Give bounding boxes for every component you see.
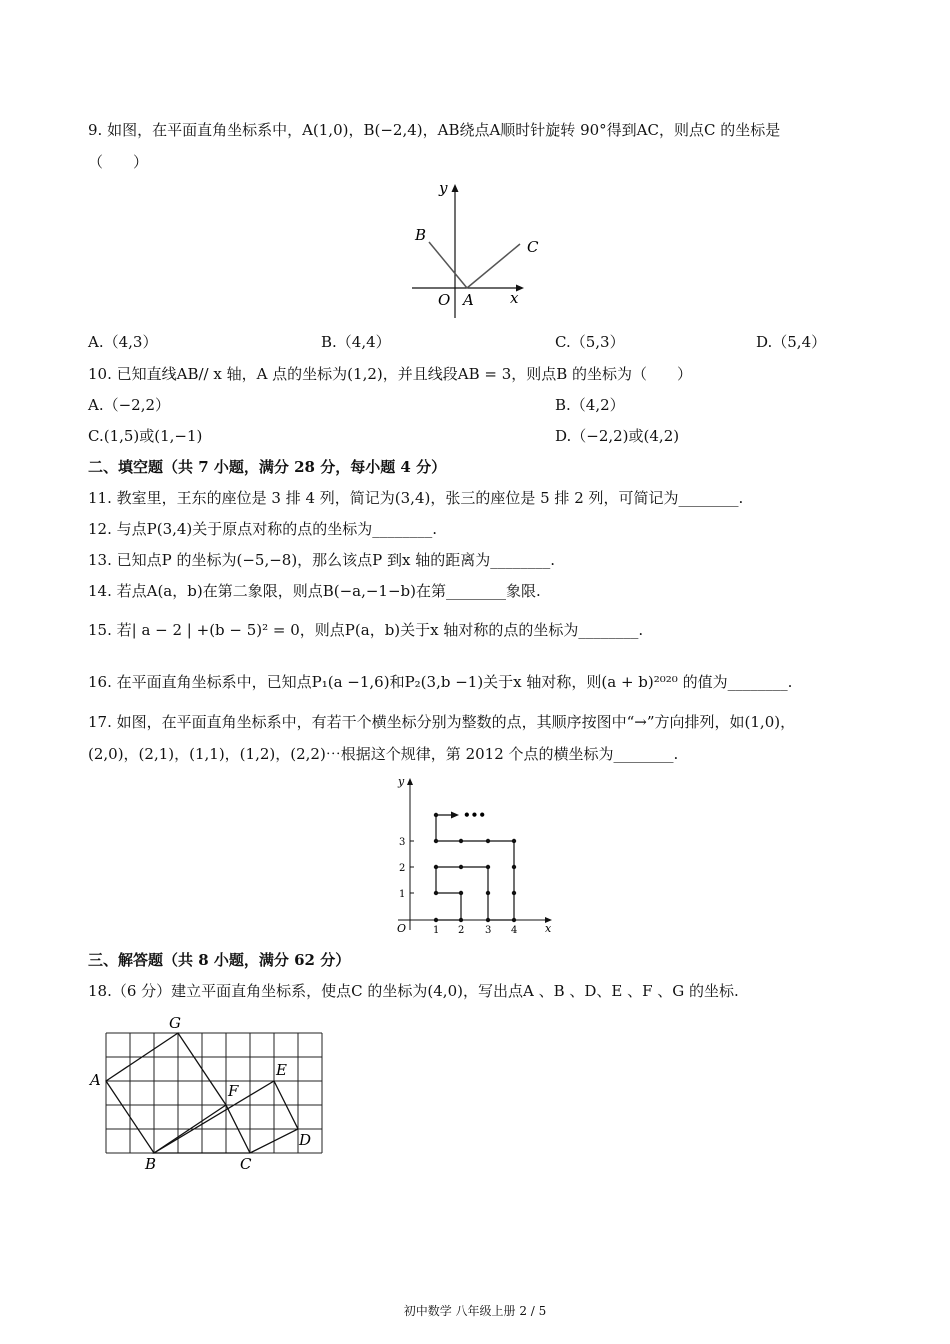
q18-label-d: D [299, 1131, 312, 1149]
q18-label-c: C [240, 1155, 252, 1173]
q9-option-d: D.（5,4） [756, 333, 827, 351]
q10-stem: 10. 已知直线AB// x 轴，A 点的坐标为(1,2)，并且线段AB = 3，则点B 的坐标为（ ） [88, 365, 693, 383]
q17-xtick-1: 1 [433, 925, 440, 936]
q9-option-b: B.（4,4） [321, 333, 391, 351]
q9-figure [400, 178, 539, 323]
q9-label-x: x [510, 289, 519, 307]
q9-label-c: C [527, 238, 539, 256]
q11: 11. 教室里，王东的座位是 3 排 4 列，简记为(3,4)，张三的座位是 5 排 2 列，可简记为________. [88, 489, 744, 507]
q17-ticks [410, 841, 414, 893]
q17-y-arrow [407, 778, 413, 785]
q18-label-e: E [276, 1061, 287, 1079]
q9-label-y: y [439, 179, 448, 197]
q9-label-o: O [438, 291, 451, 309]
q17-figure [388, 770, 563, 935]
q10-option-b: B.（4,2） [555, 396, 625, 414]
q17-ytick-2: 2 [399, 863, 406, 874]
q9-label-b: B [415, 226, 427, 244]
q9-option-c: C.（5,3） [555, 333, 625, 351]
q15: 15. 若| a − 2 | +(b − 5)² = 0，则点P(a，b)关于x 轴对称的点的坐标为________. [88, 621, 644, 639]
q9-bracket: （ ） [88, 153, 149, 171]
q10-option-c: C.(1,5)或(1,−1) [88, 427, 203, 445]
section-fill-in-heading: 二、填空题（共 7 小题，满分 28 分，每小题 4 分） [88, 458, 447, 476]
q9-label-a: A [463, 291, 474, 309]
q17-ytick-3: 3 [399, 837, 406, 848]
q10-option-a: A.（−2,2） [88, 396, 171, 414]
q17-label-o: O [397, 922, 407, 935]
q17-direction-arrow [451, 812, 459, 819]
q18-label-g: G [169, 1014, 181, 1032]
q14: 14. 若点A(a，b)在第二象限，则点B(−a,−1−b)在第________象限. [88, 582, 541, 600]
q18-stem: 18.（6 分）建立平面直角坐标系，使点C 的坐标为(4,0)，写出点A 、B 、D、E 、F 、G 的坐标. [88, 982, 739, 1000]
q9-segment-ac [467, 244, 520, 288]
q18-label-b: B [145, 1155, 157, 1173]
page-footer: 初中数学 八年级上册 2 / 5 [403, 1304, 547, 1318]
q17-line1: 17. 如图，在平面直角坐标系中，有若干个横坐标分别为整数的点，其顺序按图中“→”方向排列，如(1,0)， [88, 713, 796, 731]
q17-xtick-4: 4 [511, 925, 518, 936]
q18-quad-agfb [106, 1033, 226, 1153]
q18-label-f: F [228, 1082, 239, 1100]
q17-ytick-1: 1 [399, 889, 406, 900]
q12: 12. 与点P(3,4)关于原点对称的点的坐标为________. [88, 520, 438, 538]
q17-xtick-3: 3 [485, 925, 492, 936]
q10-option-d: D.（−2,2)或(4,2) [555, 427, 680, 445]
q17-xtick-2: 2 [458, 925, 465, 936]
q9-segment-ab [429, 242, 467, 288]
q9-stem: 9. 如图，在平面直角坐标系中，A(1,0)，B(−2,4)，AB绕点A顺时针旋转 90°得到AC，则点C 的坐标是 [88, 121, 781, 139]
q17-ellipsis: ••• [463, 808, 487, 822]
q18-label-a: A [90, 1071, 101, 1089]
q9-y-arrow [452, 184, 459, 192]
q18-figure [85, 1010, 325, 1175]
section-answer-heading: 三、解答题（共 8 小题，满分 62 分） [88, 951, 351, 969]
q9-option-a: A.（4,3） [88, 333, 158, 351]
q17-label-x: x [545, 922, 552, 935]
q13: 13. 已知点P 的坐标为(−5,−8)，那么该点P 到x 轴的距离为________. [88, 551, 556, 569]
q18-grid [106, 1033, 322, 1153]
q17-line2: (2,0)，(2,1)，(1,1)，(1,2)，(2,2)⋯根据这个规律，第 2012 个点的横坐标为________. [88, 745, 679, 763]
q16: 16. 在平面直角坐标系中，已知点P₁(a −1,6)和P₂(3,b −1)关于x 轴对称，则(a + b)²⁰²⁰ 的值为________. [88, 673, 793, 691]
q17-path [436, 815, 514, 920]
q17-label-y: y [398, 775, 405, 788]
